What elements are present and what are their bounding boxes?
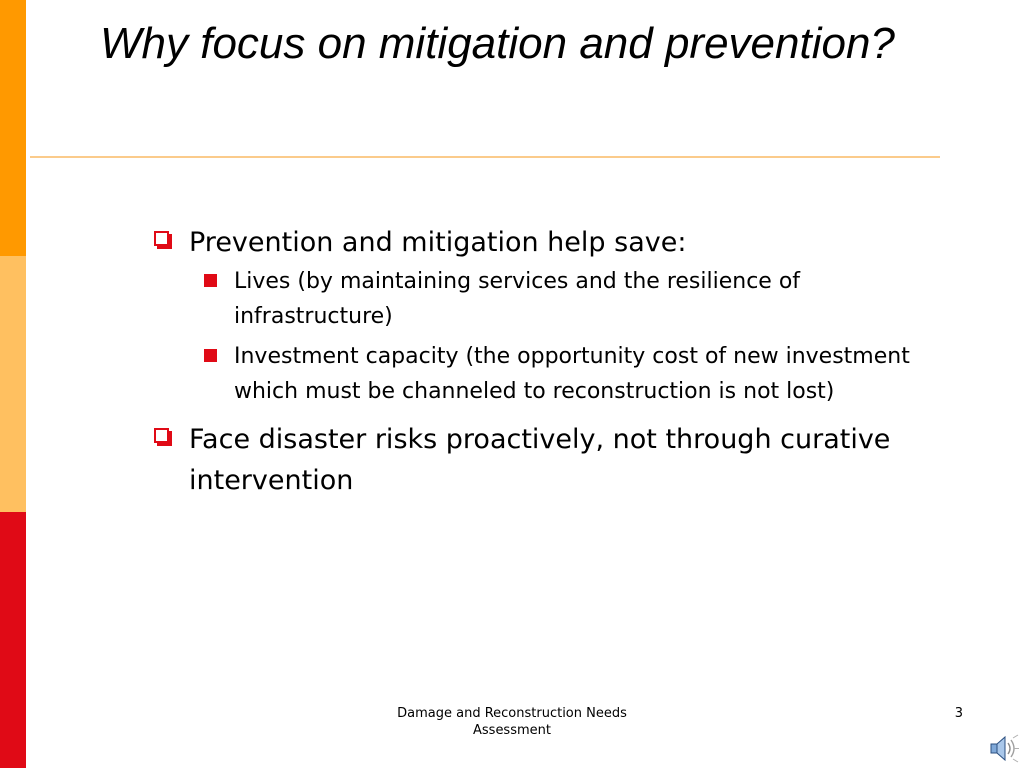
sub-bullet-text: Lives (by maintaining services and the resilience of infrastructure) — [234, 269, 801, 329]
title-divider — [30, 156, 940, 158]
bullet-text: Prevention and mitigation help save: — [189, 227, 687, 258]
slide-footer: Damage and Reconstruction Needs Assessment — [397, 706, 627, 738]
filled-square-icon — [204, 349, 217, 362]
checkbox-square-icon — [154, 428, 169, 443]
bullet-text: Face disaster risks proactively, not through curative intervention — [189, 424, 891, 496]
slide-title: Why focus on mitigation and prevention? — [100, 19, 895, 68]
accent-band-bottom — [0, 512, 26, 768]
accent-band-top — [0, 0, 26, 256]
checkbox-square-icon — [154, 231, 169, 246]
accent-band-middle — [0, 256, 26, 512]
sub-bullet-list — [189, 265, 912, 409]
bullet-item — [152, 419, 912, 501]
bullet-item — [152, 222, 912, 409]
bullet-list — [152, 222, 912, 511]
page-number: 3 — [954, 706, 963, 721]
sub-bullet-text: Investment capacity (the opportunity cost of new investment which must be channeled to reconstruction is not lost) — [234, 344, 910, 404]
sub-bullet-item — [189, 340, 912, 409]
speaker-icon[interactable] — [988, 732, 1020, 764]
filled-square-icon — [204, 274, 217, 287]
sub-bullet-item — [189, 265, 912, 334]
